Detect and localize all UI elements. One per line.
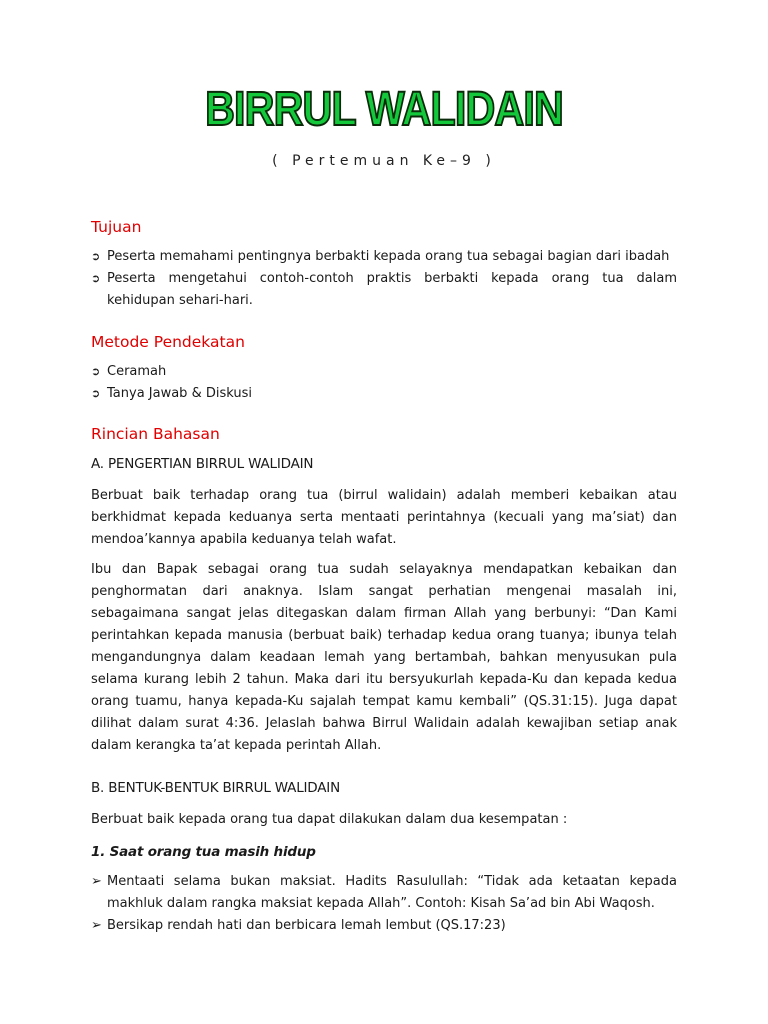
subsection-heading-b: B. BENTUK-BENTUK BIRRUL WALIDAIN xyxy=(91,780,340,796)
arrow-bullet-icon: ➲ xyxy=(91,250,101,263)
section-heading-tujuan: Tujuan xyxy=(91,218,142,236)
subsection-heading-a: A. PENGERTIAN BIRRUL WALIDAIN xyxy=(91,456,314,472)
arrow-bullet-icon: ➲ xyxy=(91,387,101,400)
paragraph: Berbuat baik terhadap orang tua (birrul walidain) adalah memberi kebaikan atau berkhidmat kepada keduanya serta mentaati perintahnya (kecuali yang ma’siat) dan mendoa’kannya apabila keduanya telah wafat. xyxy=(91,488,677,547)
document-subtitle: ( Pertemuan Ke–9 ) xyxy=(272,153,496,169)
list-item xyxy=(91,246,677,268)
document-content xyxy=(91,214,677,937)
section-heading-rincian: Rincian Bahasan xyxy=(91,425,220,443)
list-item-text: Peserta mengetahui contoh-contoh praktis berbakti kepada orang tua dalam kehidupan sehari-hari. xyxy=(107,271,677,308)
list-item xyxy=(91,915,677,937)
chevron-bullet-icon: ➢ xyxy=(91,918,102,933)
list-item-text: Ceramah xyxy=(107,364,167,379)
list-item xyxy=(91,361,677,383)
sub1-list xyxy=(91,871,677,937)
subsection-heading-1: 1. Saat orang tua masih hidup xyxy=(91,844,316,860)
arrow-bullet-icon: ➲ xyxy=(91,365,101,378)
list-item-text: Mentaati selama bukan maksiat. Hadits Rasulullah: “Tidak ada ketaatan kepada makhluk dalam rangka maksiat kepada Allah”. Contoh: Kisah Sa’ad bin Abi Waqosh. xyxy=(107,874,677,911)
metode-list xyxy=(91,361,677,405)
arrow-bullet-icon: ➲ xyxy=(91,272,101,285)
list-item-text: Peserta memahami pentingnya berbakti kepada orang tua sebagai bagian dari ibadah xyxy=(107,249,670,264)
tujuan-list xyxy=(91,246,677,312)
chevron-bullet-icon: ➢ xyxy=(91,874,102,889)
paragraph: Berbuat baik kepada orang tua dapat dilakukan dalam dua kesempatan : xyxy=(91,812,568,827)
list-item-text: Bersikap rendah hati dan berbicara lemah lembut (QS.17:23) xyxy=(107,918,506,933)
section-heading-metode: Metode Pendekatan xyxy=(91,333,245,351)
list-item-text: Tanya Jawab & Diskusi xyxy=(107,386,252,401)
document-title: BIRRUL WALIDAIN xyxy=(205,83,563,136)
paragraph: Ibu dan Bapak sebagai orang tua sudah selayaknya mendapatkan kebaikan dan penghormatan dari anaknya. Islam sangat perhatian mengenai masalah ini, sebagaimana sangat jelas ditegaskan dalam firman Allah yang berbunyi: “Dan Kami perintahkan kepada manusia (berbuat baik) terhadap kedua orang tuanya; ibunya telah mengandungnya dalam keadaan lemah yang bertambah, bahkan menyusukan pula selama kurang lebih 2 tahun. Maka dari itu bersyukurlah kepada-Ku dan kepada kedua orang tuamu, hanya kepada-Ku sajalah tempat kamu kembali” (QS.31:15). Juga dapat dilihat dalam surat 4:36. Jelaslah bahwa Birrul Walidain adalah kewajiban setiap anak dalam kerangka ta’at kepada perintah Allah. xyxy=(91,562,677,753)
list-item xyxy=(91,383,677,405)
list-item xyxy=(91,871,677,915)
list-item xyxy=(91,268,677,312)
